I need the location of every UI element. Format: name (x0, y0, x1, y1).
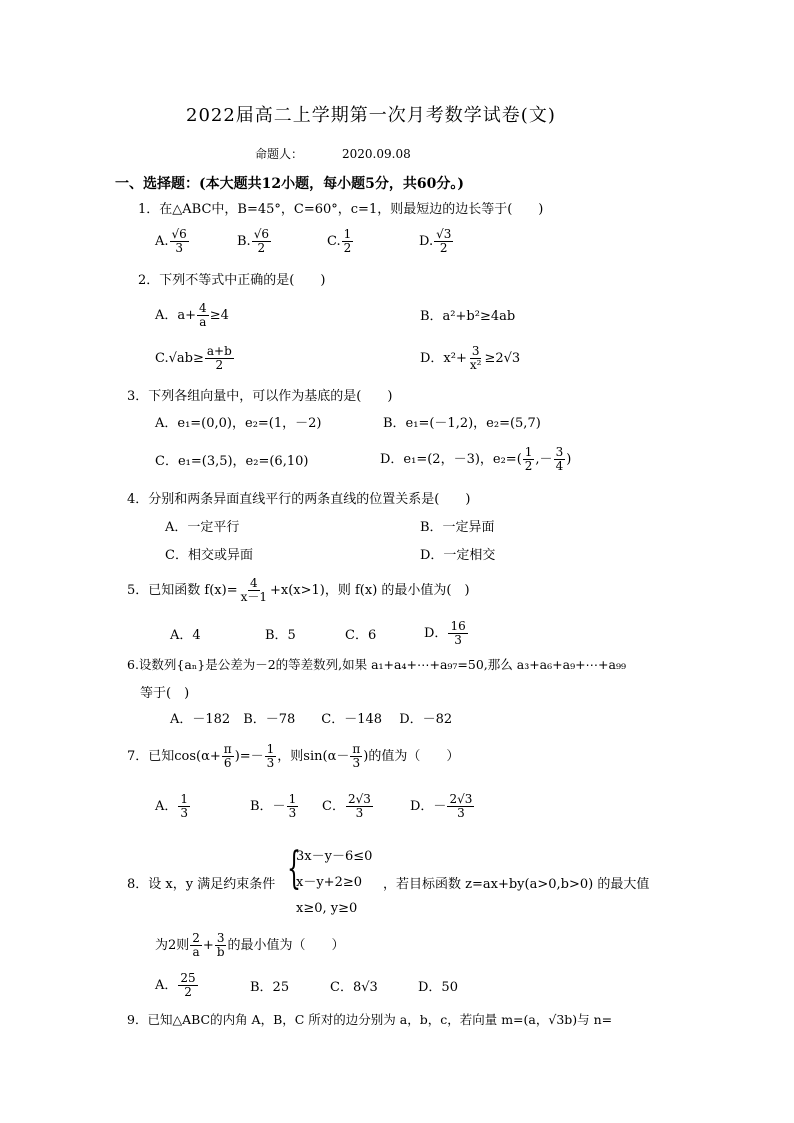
q5-option-d: D． $\frac{16}{3}$ (424, 619, 466, 648)
q3-option-d: D．e₁=(2，－3)，e₂=( $\frac{1}{2}$ ,－ $\frac{3}{4}$ ) (380, 445, 572, 474)
q1-option-d: D. $\frac{√3}{2}$ (419, 227, 452, 256)
section-heading: 一、选择题：(本大题共12小题，每小题5分，共60分。) (115, 176, 464, 192)
q2-option-a: A．a+ $\frac{4}{a}$ ≥4 (155, 301, 229, 330)
brace-icon: { (287, 843, 301, 894)
page-title: 2022届高二上学期第一次月考数学试卷(文) (186, 105, 556, 126)
constraint-2: x－y+2≥0 (296, 875, 363, 890)
q3-option-a: A．e₁=(0,0)，e₂=(1，－2) (155, 416, 322, 431)
exam-date: 2020.09.08 (342, 147, 411, 161)
q7-option-a: A． $\frac{1}{3}$ (155, 792, 189, 821)
q4-option-c: C．相交或异面 (165, 548, 253, 563)
question-9-stem: 9．已知△ABC的内角 A，B，C 所对的边分别为 a，b，c，若向量 m=(a，√3b)与 n= (127, 1012, 613, 1027)
question-8-line2: 为2则 $\frac{2}{a}$ + $\frac{3}{b}$ 的最小值为（ ） (155, 931, 345, 960)
q3-option-b: B．e₁=(－1,2)，e₂=(5,7) (383, 416, 541, 431)
q1-option-b: B. $\frac{√6}{2}$ (237, 227, 269, 256)
q7-option-b: B．－ $\frac{1}{3}$ (250, 792, 297, 821)
q5-option-a: A．4 (170, 628, 201, 643)
question-3-stem: 3．下列各组向量中，可以作为基底的是( ) (127, 389, 393, 404)
constraint-1: 3x－y－6≤0 (296, 849, 373, 864)
q4-option-b: B．一定异面 (420, 520, 495, 535)
q8-option-d: D．50 (418, 980, 458, 995)
q7-option-d: D．－ $\frac{2√3}{3}$ (410, 792, 473, 821)
q4-option-d: D．一定相交 (420, 548, 496, 563)
question-8-stem-cont: ，若目标函数 z=ax+by(a>0,b>0) 的最大值 (383, 877, 650, 892)
q5-option-c: C．6 (345, 628, 377, 643)
q8-option-a: A． $\frac{25}{2}$ (155, 971, 196, 1000)
q2-option-b: B．a²+b²≥4ab (420, 309, 516, 324)
question-6-stem: 6.设数列{aₙ}是公差为－2的等差数列,如果 a₁+a₄+⋯+a₉₇=50,那么 a₃+a₆+a₉+⋯+a₉₉ (127, 657, 626, 672)
question-4-stem: 4．分别和两条异面直线平行的两条直线的位置关系是( ) (127, 492, 471, 507)
question-6-stem-cont: 等于( ) (140, 686, 190, 701)
q2-option-d: D．x²+ $\frac{3}{\text{x²}}$ ≥2√3 (420, 344, 521, 373)
q6-options: A．－182 B．－78 C．－148 D．－82 (170, 712, 453, 727)
question-1-stem: 1．在△ABC中，B=45°，C=60°，c=1，则最短边的边长等于( ) (138, 202, 544, 217)
constraint-3: x≥0, y≥0 (296, 901, 358, 916)
question-2-stem: 2．下列不等式中正确的是( ) (138, 273, 326, 288)
q5-option-b: B．5 (265, 628, 296, 643)
q7-option-c: C． $\frac{2√3}{3}$ (322, 792, 371, 821)
author-label: 命题人： (255, 147, 304, 161)
q8-option-c: C．8√3 (330, 980, 378, 995)
q1-option-a: A. $\frac{√6}{3}$ (155, 227, 187, 256)
question-8-stem: 8．设 x，y 满足约束条件 (127, 877, 276, 892)
q4-option-a: A．一定平行 (165, 520, 240, 535)
question-5-stem: 5．已知函数 f(x)= $\frac{4}{x-1}$ +x(x>1)，则 f(x) 的最小值为( ) (127, 576, 470, 605)
q1-option-c: C. $\frac{1}{2}$ (327, 227, 352, 256)
q3-option-c: C．e₁=(3,5)，e₂=(6,10) (155, 454, 309, 469)
q2-option-c: C.√ab≥ $\frac{a+b}{2}$ (155, 344, 232, 373)
question-7-stem: 7．已知cos(α+ $\frac{\pi}{6}$ )=－ $\frac{1}{3}$ ，则sin(α－ $\frac{\pi}{3}$ )的值为（ ） (127, 742, 460, 771)
q8-option-b: B．25 (250, 980, 290, 995)
